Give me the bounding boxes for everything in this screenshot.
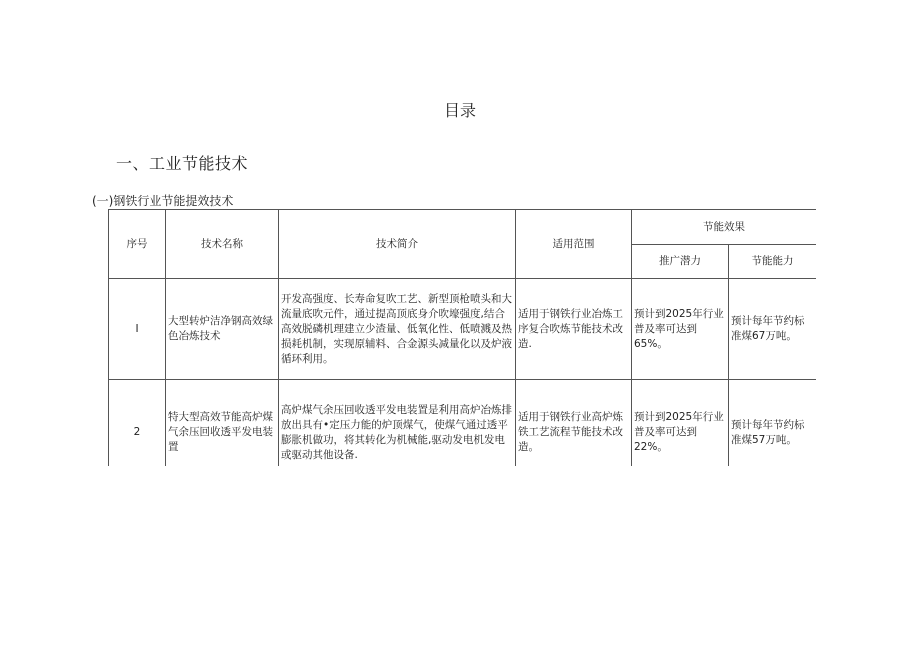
table-header-row — [109, 210, 817, 245]
cell-name: 特大型高效节能高炉煤气余压回收透平发电装置 — [166, 380, 279, 467]
technology-table-container — [108, 209, 816, 466]
header-potential: 推广潜力 — [632, 245, 729, 279]
table-row — [109, 279, 817, 380]
cell-potential: 预计到2025年行业普及率可达到22%。 — [632, 380, 729, 467]
cell-potential: 预计到2025年行业普及率可达到65%。 — [632, 279, 729, 380]
header-name: 技术名称 — [166, 210, 279, 279]
cell-scope: 适用于钢铁行业冶炼工序复合吹炼节能技术改造. — [516, 279, 632, 380]
header-intro: 技术简介 — [279, 210, 516, 279]
subsection-heading: (一)钢铁行业节能提效技术 — [92, 194, 234, 208]
cell-index: 2 — [109, 380, 166, 467]
cell-capacity: 预计每年节约标准煤67万吨。 — [729, 279, 817, 380]
section-heading: 一、工业节能技术 — [116, 154, 249, 173]
cell-capacity: 预计每年节约标准煤57万吨。 — [729, 380, 817, 467]
cell-scope: 适用于钢铁行业高炉炼铁工艺流程节能技术改造。 — [516, 380, 632, 467]
header-effect: 节能效果 — [632, 210, 817, 245]
header-capacity: 节能能力 — [729, 245, 817, 279]
cell-name: 大型转炉洁净钢高效绿色冶炼技术 — [166, 279, 279, 380]
technology-table — [108, 209, 816, 466]
header-scope: 适用范围 — [516, 210, 632, 279]
document-title: 目录 — [443, 101, 476, 120]
cell-intro: 开发高强度、长寿命复吹工艺、新型顶枪喷头和大流量底吹元件，通过提高顶底身介吹壕强度,结合高效脱磷机理建立少渣量、低氧化性、低喷溅及热损耗机制，实现原辅料、合金源头减量化以及炉液循环利用。 — [279, 279, 516, 380]
cell-intro: 高炉煤气余压回收透平发电装置是利用高炉冶炼排放出具有•定压力能的炉顶煤气，使煤气通过透平膨胀机做功，将其转化为机械能,驱动发电机发电或驱动其他设备. — [279, 380, 516, 467]
cell-index: I — [109, 279, 166, 380]
header-index: 序号 — [109, 210, 166, 279]
table-row — [109, 380, 817, 467]
